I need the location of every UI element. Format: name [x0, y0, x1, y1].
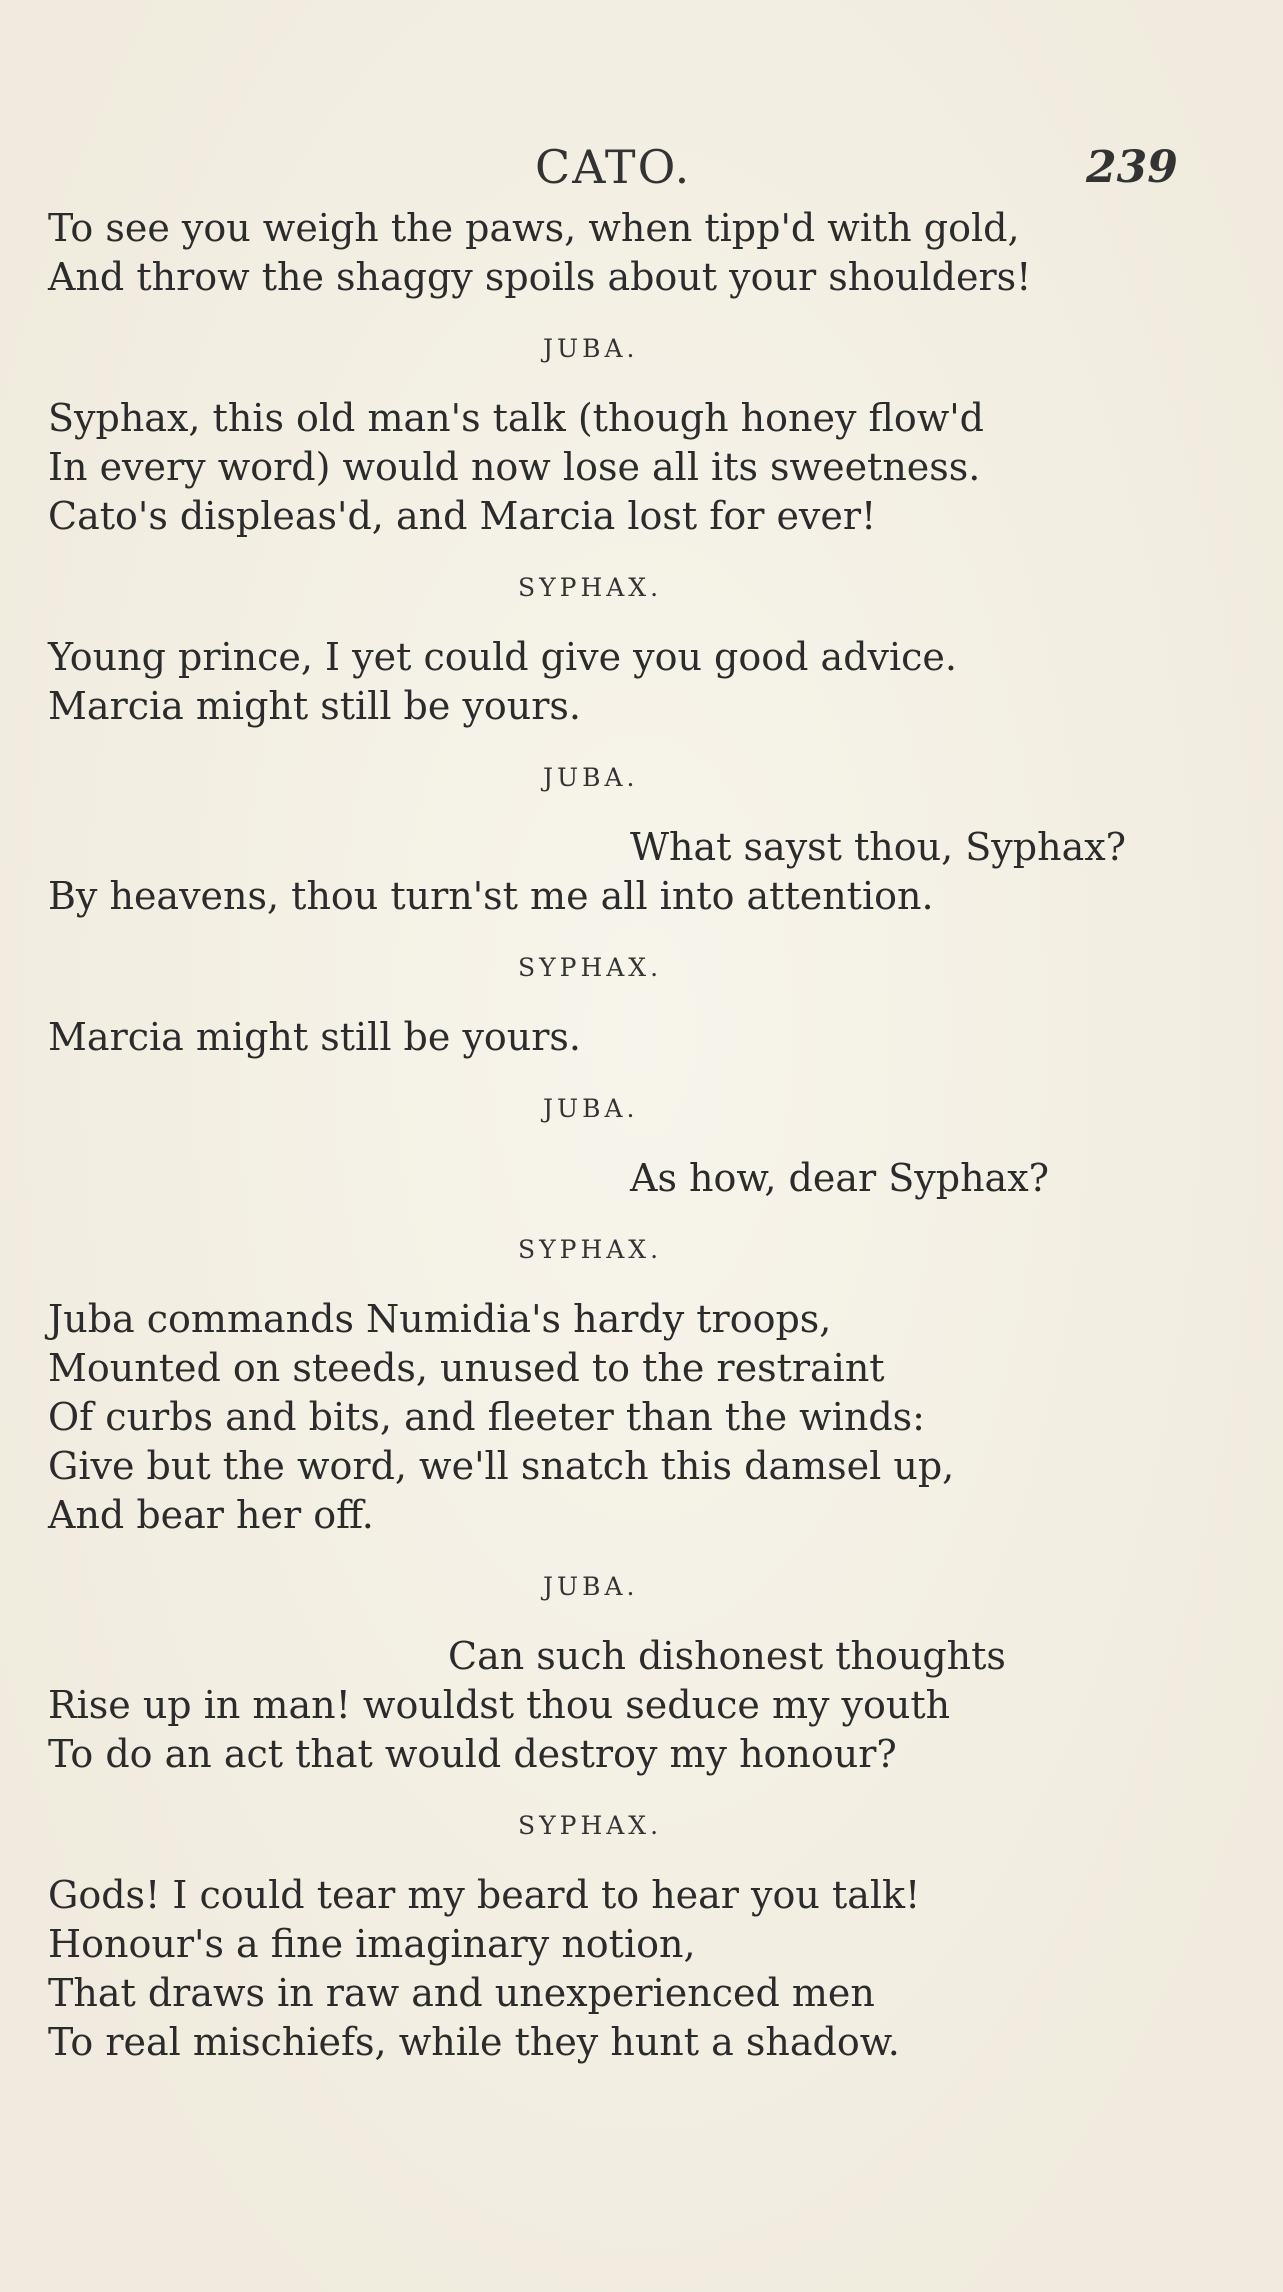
speaker-name: JUBA. [543, 763, 639, 792]
verse-line: By heavens, thou turn'st me all into attention. [48, 874, 934, 918]
verse-line: Marcia might still be yours. [48, 1015, 582, 1059]
verse-line: Mounted on steeds, unused to the restraint [48, 1346, 885, 1390]
play-text [48, 204, 1248, 2067]
verse-line: To real mischiefs, while they hunt a shadow. [48, 2020, 900, 2064]
verse-line: Young prince, I yet could give you good advice. [48, 635, 957, 679]
verse-line: And throw the shaggy spoils about your shoulders! [48, 255, 1032, 299]
verse-line: Can such dishonest thoughts [448, 1634, 1006, 1678]
verse-line: Juba commands Numidia's hardy troops, [48, 1297, 832, 1341]
speaker-name: SYPHAX. [518, 1235, 663, 1264]
verse-line: Give but the word, we'll snatch this damsel up, [48, 1444, 955, 1488]
verse-line: And bear her off. [48, 1493, 374, 1537]
speaker-name: SYPHAX. [518, 573, 663, 602]
verse-line: Syphax, this old man's talk (though honey flow'd [48, 396, 985, 440]
verse-line: What sayst thou, Syphax? [630, 825, 1127, 869]
verse-line: Honour's a fine imaginary notion, [48, 1922, 696, 1966]
verse-line: Rise up in man! wouldst thou seduce my youth [48, 1683, 951, 1727]
running-title: CATO. [535, 140, 692, 194]
verse-line: Cato's displeas'd, and Marcia lost for ever! [48, 494, 877, 538]
verse-line: As how, dear Syphax? [630, 1156, 1050, 1200]
verse-line: To do an act that would destroy my honour? [48, 1732, 897, 1776]
verse-line: In every word) would now lose all its sweetness. [48, 445, 981, 489]
verse-line: Of curbs and bits, and fleeter than the winds: [48, 1395, 925, 1439]
speaker-name: JUBA. [543, 1094, 639, 1123]
speaker-name: SYPHAX. [518, 1811, 663, 1840]
verse-line: Gods! I could tear my beard to hear you talk! [48, 1873, 921, 1917]
page-header [0, 140, 1283, 200]
verse-line: That draws in raw and unexperienced men [48, 1971, 875, 2015]
page-number: 239 [1086, 142, 1178, 193]
verse-line: To see you weigh the paws, when tipp'd with gold, [48, 206, 1020, 250]
speaker-name: JUBA. [543, 1572, 639, 1601]
speaker-name: SYPHAX. [518, 953, 663, 982]
verse-line: Marcia might still be yours. [48, 684, 582, 728]
speaker-name: JUBA. [543, 334, 639, 363]
